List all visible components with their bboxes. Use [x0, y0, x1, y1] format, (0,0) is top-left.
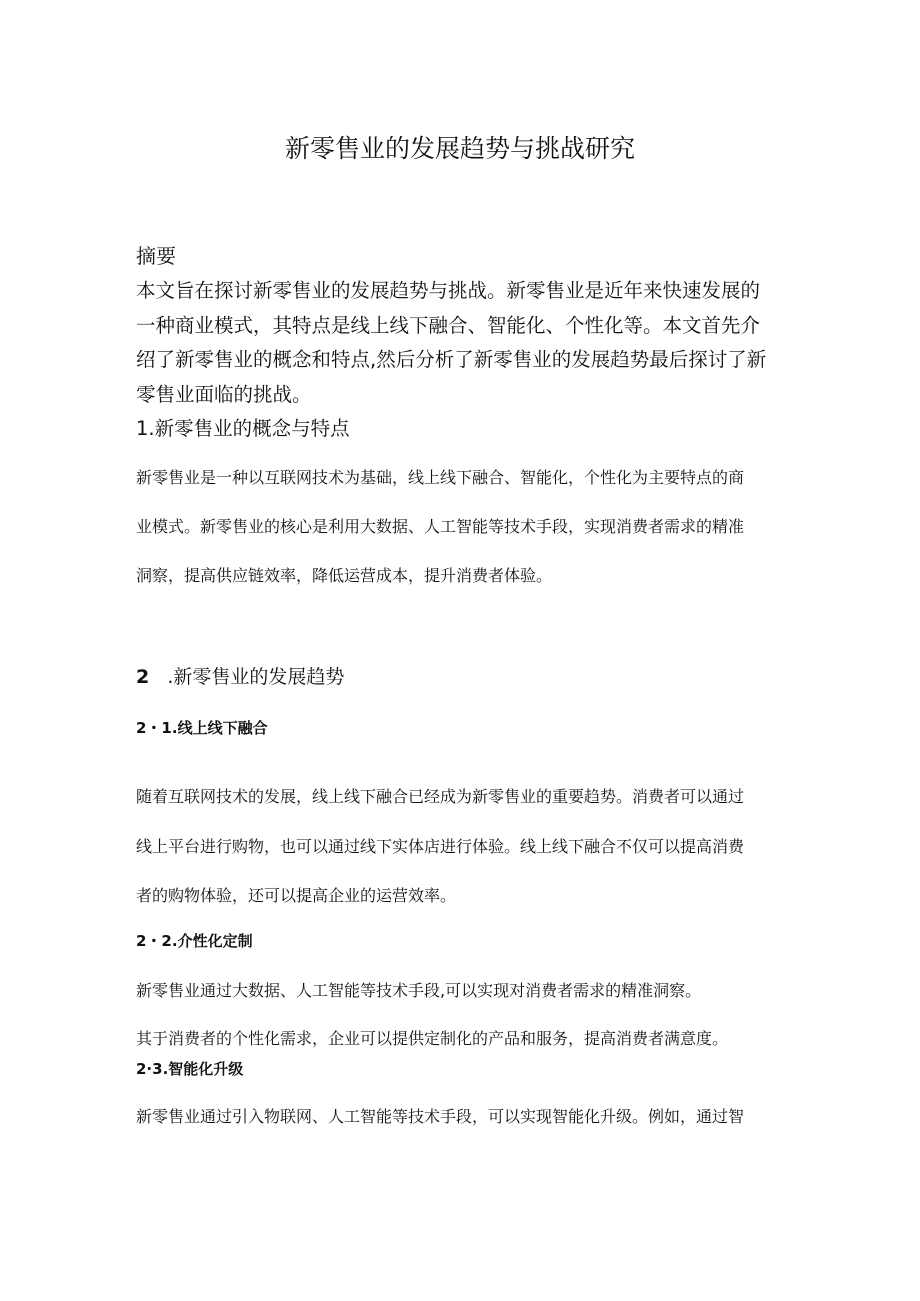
abstract-heading: 摘要 [136, 244, 176, 268]
abstract-line: 本文旨在探讨新零售业的发展趋势与挑战。新零售业是近年来快速发展的 [136, 279, 761, 302]
section2-title: .新零售业的发展趋势 [167, 666, 345, 688]
abstract-line: 零售业面临的挑战。 [136, 383, 312, 406]
document-title: 新零售业的发展趋势与挑战研究 [284, 134, 635, 163]
subsection-2-3-heading: 2·3.智能化升级 [136, 1060, 244, 1078]
subsection-2-1-paragraph-line: 随着互联网技术的发展，线上线下融合已经成为新零售业的重要趋势。消费者可以通过 [136, 787, 745, 806]
subsection-2-1-paragraph-line: 线上平台进行购物，也可以通过线下实体店进行体验。线上线下融合不仅可以提高消费 [136, 837, 745, 856]
abstract-line: 绍了新零售业的概念和特点,然后分析了新零售业的发展趋势最后探讨了新 [136, 348, 767, 371]
subsection-2-2-paragraph-line: 新零售业通过大数据、人工智能等技术手段,可以实现对消费者需求的精准洞察。 [136, 981, 702, 1000]
subsection-2-1-heading: 2・1.线上线下融合 [136, 719, 268, 737]
subsection-2-3-paragraph-line: 新零售业通过引入物联网、人工智能等技术手段，可以实现智能化升级。例如，通过智 [136, 1107, 745, 1126]
section1-heading: 1.新零售业的概念与特点 [136, 417, 350, 440]
section1-paragraph-line: 新零售业是一种以互联网技术为基础，线上线下融合、智能化，个性化为主要特点的商 [136, 468, 745, 487]
section1-paragraph-line: 业模式。新零售业的核心是利用大数据、人工智能等技术手段，实现消费者需求的精准 [136, 517, 745, 536]
subsection-2-1-paragraph-line: 者的购物体验，还可以提高企业的运营效率。 [136, 886, 457, 905]
section1-paragraph-line: 洞察，提高供应链效率，降低运营成本，提升消费者体验。 [136, 566, 553, 585]
section2-heading [136, 662, 344, 689]
subsection-2-2-heading: 2・2.介性化定制 [136, 932, 253, 950]
subsection-2-2-paragraph-line: 其于消费者的个性化需求，企业可以提供定制化的产品和服务，提高消费者满意度。 [136, 1029, 729, 1048]
abstract-line: 一种商业模式，其特点是线上线下融合、智能化、个性化等。本文首先介 [136, 314, 761, 337]
section2-number: 2 [136, 666, 150, 688]
